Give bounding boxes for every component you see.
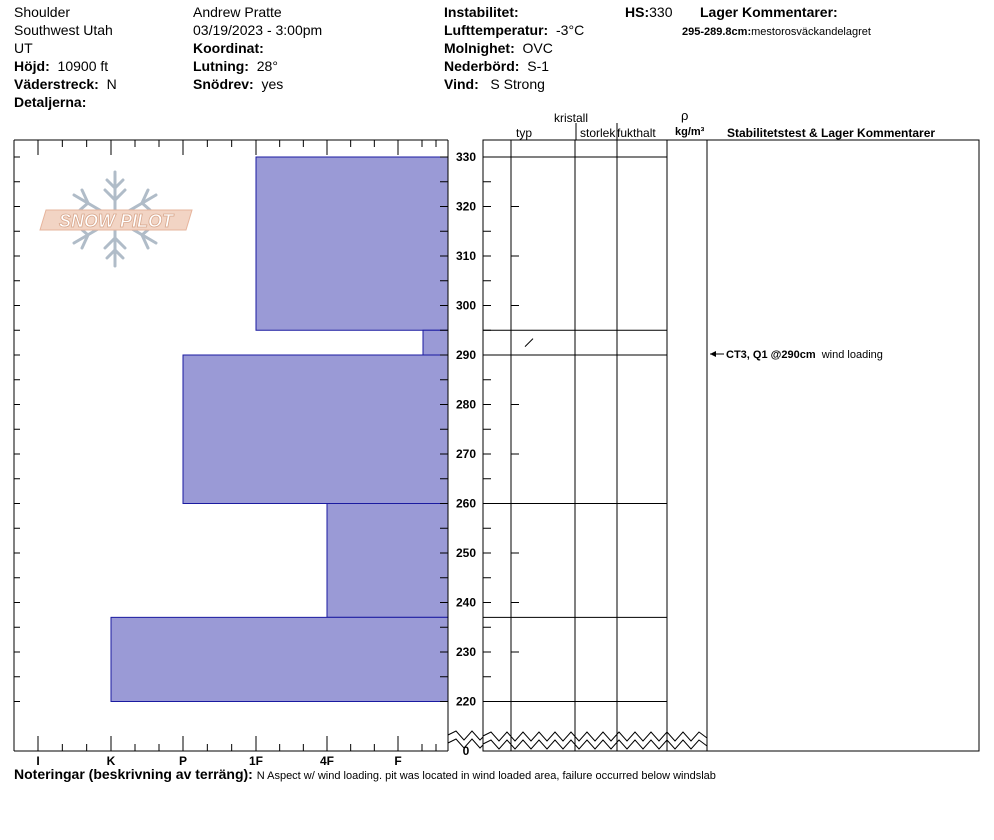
notes-text: N Aspect w/ wind loading. pit was located in wind loaded area, failure occurred below windslab bbox=[256, 770, 716, 782]
hardness-tick-label: 1F bbox=[248, 754, 264, 768]
precip-value: S-1 bbox=[527, 58, 550, 74]
aspect-value: N bbox=[106, 76, 117, 92]
height-tick-label: 240 bbox=[455, 595, 477, 610]
height-tick-label: 320 bbox=[455, 199, 477, 214]
notes-label: Noteringar (beskrivning av terräng): bbox=[14, 766, 253, 782]
logo-text: SNOW PILOT bbox=[59, 211, 173, 231]
hardness-bar bbox=[183, 355, 448, 504]
col-stability: Stabilitetstest & Lager Kommentarer bbox=[727, 126, 936, 140]
hs-value: 330 bbox=[649, 4, 673, 20]
col-density-unit: kg/m³ bbox=[675, 126, 705, 138]
airtemp-label: Lufttemperatur: bbox=[444, 22, 549, 38]
stability-arrow-icon bbox=[710, 351, 724, 357]
hardness-bar bbox=[327, 504, 448, 618]
hardness-axis-labels bbox=[36, 754, 401, 768]
sky-label: Molnighet: bbox=[444, 40, 515, 56]
coord-label: Koordinat: bbox=[193, 40, 264, 56]
col-typ: typ bbox=[516, 126, 533, 140]
slope-value: 28° bbox=[256, 58, 278, 74]
aspect-label: Väderstreck: bbox=[14, 76, 99, 92]
state: UT bbox=[14, 40, 33, 56]
height-tick-label: 280 bbox=[455, 397, 477, 412]
hardness-tick-label: P bbox=[178, 754, 188, 768]
col-fukthalt: fukthalt bbox=[617, 126, 656, 140]
datetime: 03/19/2023 - 3:00pm bbox=[193, 22, 323, 38]
height-tick-label: 260 bbox=[455, 496, 477, 511]
precip-label: Nederbörd: bbox=[444, 58, 520, 74]
stability-test-comment: wind loading bbox=[821, 349, 883, 361]
stability-test-label: CT3, Q1 @290cm bbox=[726, 349, 816, 361]
height-tick-label: 250 bbox=[455, 546, 477, 560]
height-tick-label: 0 bbox=[462, 744, 470, 758]
height-tick-label: 330 bbox=[455, 150, 477, 164]
height-tick-label: 290 bbox=[455, 348, 477, 362]
drift-label: Snödrev: bbox=[193, 76, 254, 92]
sky-value: OVC bbox=[522, 40, 553, 56]
layer-comments-label: Lager Kommentarer: bbox=[700, 4, 838, 20]
col-rho: ρ bbox=[681, 108, 689, 123]
instability-label: Instabilitet: bbox=[444, 4, 519, 20]
layer-comment-text: mestorosväckandelagret bbox=[751, 26, 871, 38]
hardness-bar bbox=[423, 330, 448, 355]
hardness-tick-label: K bbox=[106, 754, 116, 768]
snowpilot-logo bbox=[40, 172, 192, 266]
observer: Andrew Pratte bbox=[193, 4, 282, 20]
details-label: Detaljerna: bbox=[14, 94, 87, 110]
height-tick-label: 230 bbox=[455, 645, 477, 659]
hardness-tick-label: F bbox=[394, 754, 402, 768]
height-axis bbox=[440, 150, 519, 758]
region: Southwest Utah bbox=[14, 22, 113, 38]
grain-table bbox=[483, 123, 979, 751]
location: Shoulder bbox=[14, 4, 71, 20]
hs-label: HS: bbox=[625, 4, 650, 20]
wind-label: Vind: bbox=[444, 76, 479, 92]
hardness-tick-label: I bbox=[36, 754, 40, 768]
hardness-layers bbox=[111, 157, 448, 702]
hardness-bar bbox=[256, 157, 448, 330]
height-tick-label: 270 bbox=[455, 447, 477, 461]
elevation-label: Höjd: bbox=[14, 58, 50, 74]
slope-label: Lutning: bbox=[193, 58, 249, 74]
col-kristall: kristall bbox=[554, 111, 589, 125]
airtemp-value: -3°C bbox=[556, 22, 585, 38]
col-storlek: storlek bbox=[580, 126, 616, 140]
hardness-tick-label: 4F bbox=[319, 754, 335, 768]
axis-break bbox=[448, 731, 707, 749]
drift-value: yes bbox=[261, 76, 284, 92]
height-tick-label: 220 bbox=[455, 694, 477, 709]
hardness-bar bbox=[111, 617, 448, 701]
grain-slash-icon bbox=[525, 339, 533, 347]
wind-value: S Strong bbox=[490, 76, 545, 92]
height-tick-label: 310 bbox=[455, 249, 477, 263]
height-tick-label: 300 bbox=[455, 298, 477, 313]
elevation-value: 10900 ft bbox=[57, 58, 109, 74]
layer-comment-range: 295-289.8cm: bbox=[682, 26, 752, 38]
